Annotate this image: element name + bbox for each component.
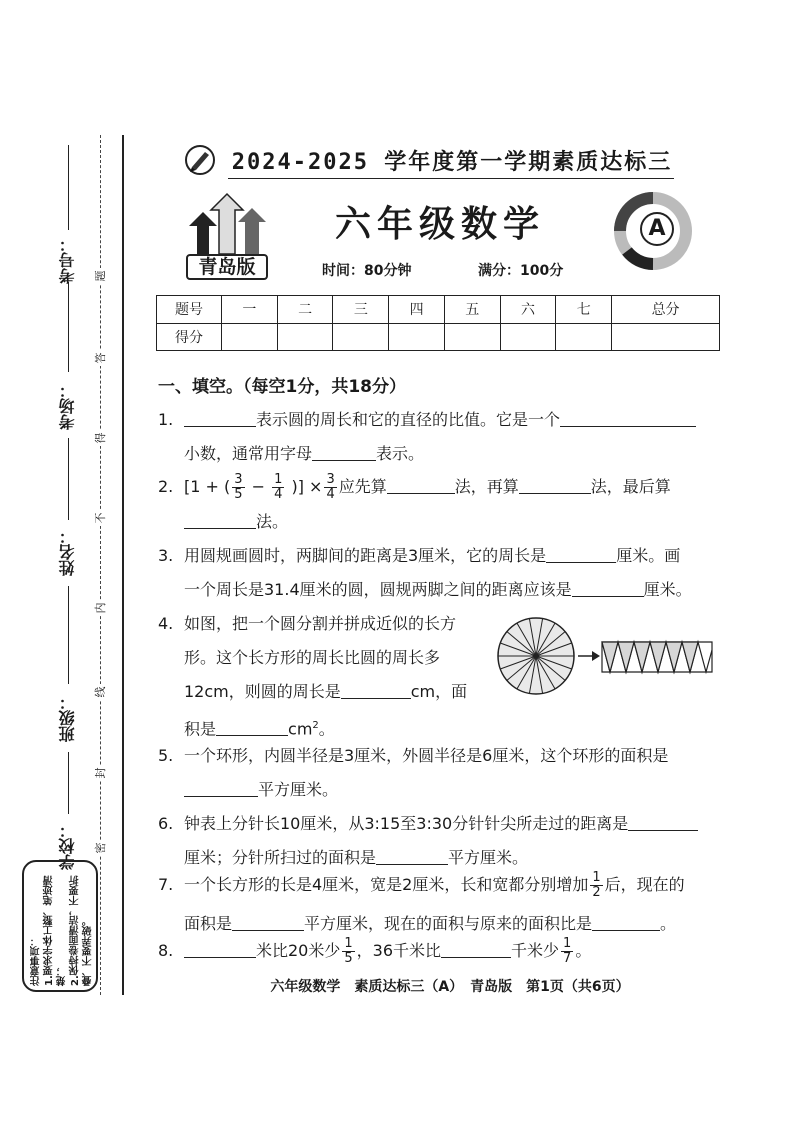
question-text: 。 (660, 914, 677, 933)
question-number: 2. (158, 477, 174, 496)
notice-title: 注意事项： (31, 936, 42, 986)
answer-blank[interactable] (232, 914, 304, 931)
seal-char: 封 (92, 765, 108, 781)
table-cell: 得分 (157, 323, 222, 351)
question-text: 面积是 (184, 914, 233, 933)
fraction-denominator: 5 (234, 487, 243, 502)
fraction-numerator: 1 (563, 936, 572, 951)
header-underline (228, 178, 674, 179)
question-number: 5. (158, 746, 174, 765)
question-text: 平方厘米，现在的面积与原来的面积比是 (304, 914, 593, 933)
seal-dashed-line (100, 135, 101, 995)
approximate-rectangle (602, 642, 712, 672)
answer-blank[interactable] (387, 477, 455, 494)
question-text: ，36千米比 (356, 941, 442, 960)
score-entry-cell[interactable] (222, 323, 278, 351)
seal-char: 线 (92, 684, 108, 700)
question-7-line-2 (184, 914, 676, 934)
field-class-line (68, 586, 69, 684)
answer-blank[interactable] (341, 682, 411, 699)
sector-circle (498, 618, 574, 694)
full-score: 满分：100分 (478, 263, 564, 279)
question-text: 平方厘米。 (448, 848, 529, 867)
question-3-line-2 (184, 580, 692, 600)
field-school-label: 学校： (58, 822, 77, 870)
answer-blank[interactable] (519, 477, 591, 494)
question-text: 。 (575, 941, 592, 960)
score-table-score-row (157, 323, 720, 351)
edition-label: 青岛版 (186, 254, 268, 280)
question-text: 厘米。画 (616, 546, 681, 565)
table-cell: 五 (444, 296, 500, 324)
score-entry-cell[interactable] (500, 323, 556, 351)
question-text: cm，面 (410, 682, 468, 701)
fraction-numerator: 1 (274, 472, 283, 487)
grade-badge: A (640, 212, 674, 246)
question-4-line-4 (184, 716, 335, 739)
table-cell: 二 (277, 296, 333, 324)
answer-blank[interactable] (216, 719, 288, 736)
section-title: 一、填空。（每空1分，共18分） (158, 377, 406, 397)
question-text: 一个周长是31.4厘米的圆，圆规两脚之间的距离应该是 (184, 580, 572, 599)
score-entry-cell[interactable] (333, 323, 389, 351)
seal-char: 内 (92, 600, 108, 616)
question-5 (158, 746, 668, 766)
field-exam-room-label: 考场： (58, 382, 77, 430)
answer-blank[interactable] (560, 410, 696, 427)
question-5-line-2 (184, 780, 338, 800)
question-text: 一个长方形的长是4厘米，宽是2厘米，长和宽都分别增加 (184, 875, 589, 894)
seal-char: 不 (92, 510, 108, 526)
question-text: 一个环形，内圆半径是3厘米，外圆半径是6厘米，这个环形的面积是 (184, 746, 669, 765)
field-exam-number-label: 考号： (58, 236, 77, 284)
fraction-numerator: 1 (344, 936, 353, 951)
question-text: 后，现在的 (604, 875, 685, 894)
question-number: 1. (158, 410, 174, 429)
answer-blank[interactable] (572, 580, 644, 597)
question-text: 表示。 (376, 444, 425, 463)
growth-arrows-icon (183, 192, 273, 256)
score-entry-cell[interactable] (444, 323, 500, 351)
circle-rearrangement-figure (496, 614, 714, 700)
question-text: 厘米。 (643, 580, 692, 599)
question-number: 8. (158, 941, 174, 960)
fraction (272, 473, 284, 502)
question-text: 钟表上分针长10厘米，从3:15至3:30分针针尖所走过的距离是 (184, 814, 629, 833)
question-text: 法。 (256, 512, 289, 531)
fraction-denominator: 2 (592, 885, 601, 900)
seal-char: 题 (92, 268, 108, 284)
answer-blank[interactable] (592, 914, 660, 931)
seal-char: 答 (92, 350, 108, 366)
question-8 (158, 934, 591, 968)
question-text: 千米少 (511, 941, 560, 960)
answer-blank[interactable] (184, 780, 258, 797)
table-cell: 六 (500, 296, 556, 324)
question-text: cm (288, 719, 313, 739)
question-1 (158, 410, 696, 430)
field-exam-room-line (68, 282, 69, 372)
fraction-numerator: 3 (326, 472, 335, 487)
fraction (232, 473, 244, 502)
question-text: 12cm，则圆的周长是 (184, 682, 341, 701)
table-cell: 七 (556, 296, 612, 324)
fraction (561, 937, 573, 966)
question-text: 形。这个长方形的周长比圆的周长多 (184, 648, 441, 667)
question-text: 表示圆的周长和它的直径的比值。它是一个 (256, 410, 561, 429)
answer-blank[interactable] (312, 444, 376, 461)
fraction (590, 871, 602, 900)
table-cell: 四 (389, 296, 445, 324)
pen-badge-icon (183, 143, 217, 177)
notice-line: 1.要求字体工整、笔迹清楚； (44, 875, 68, 986)
question-7 (158, 868, 685, 902)
field-name-line (68, 438, 69, 520)
table-cell: 三 (333, 296, 389, 324)
question-text: 用圆规画圆时，两脚间的距离是3厘米，它的周长是 (184, 546, 547, 565)
question-number: 3. (158, 546, 174, 565)
question-1-line-2 (184, 444, 424, 464)
score-entry-cell[interactable] (389, 323, 445, 351)
field-school-line (68, 752, 69, 814)
question-text: − (246, 477, 271, 496)
question-text: 厘米；分针所扫过的面积是 (184, 848, 377, 867)
table-cell: 题号 (157, 296, 222, 324)
question-text: 米比20米少 (256, 941, 341, 960)
answer-blank[interactable] (184, 410, 256, 427)
question-2-expression (158, 470, 671, 504)
score-entry-cell[interactable] (277, 323, 333, 351)
question-text: 应先算 (338, 477, 387, 496)
fraction-denominator: 5 (344, 951, 353, 966)
page-title: 六年级数学 (334, 204, 545, 245)
notice-box (22, 860, 98, 992)
answer-blank[interactable] (441, 941, 511, 958)
score-table-header-row (157, 296, 720, 324)
answer-blank[interactable] (376, 848, 448, 865)
answer-blank[interactable] (184, 512, 256, 529)
question-text: 2 (312, 720, 319, 731)
question-4-line-2 (184, 648, 440, 668)
arrow-icon (578, 651, 600, 661)
fraction-denominator: 4 (326, 487, 335, 502)
question-number: 6. (158, 814, 174, 833)
fraction-numerator: 1 (592, 870, 601, 885)
question-4-line-3 (184, 682, 467, 702)
question-text: 。 (318, 719, 335, 739)
table-cell: 一 (222, 296, 278, 324)
exam-series-title: 2024-2025 学年度第一学期素质达标三 (231, 150, 673, 175)
answer-blank[interactable] (628, 814, 698, 831)
score-table (156, 295, 720, 351)
field-exam-number-line (68, 145, 69, 230)
question-6 (158, 814, 698, 834)
answer-blank[interactable] (184, 941, 256, 958)
question-3 (158, 546, 680, 566)
question-6-line-2 (184, 848, 528, 868)
fraction-denominator: 4 (274, 487, 283, 502)
fraction (324, 473, 336, 502)
field-name-label: 姓名： (58, 528, 77, 576)
seal-char: 密 (92, 840, 108, 856)
question-text: 法，最后算 (590, 477, 671, 496)
question-text: [1 + ( (184, 477, 231, 496)
notice-line: 2.保持卷面清洁，不要折叠、不要弄破。 (70, 875, 94, 986)
fraction-denominator: 7 (563, 951, 572, 966)
score-entry-cell[interactable] (556, 323, 612, 351)
table-cell: 总分 (612, 296, 720, 324)
time-limit: 时间：80分钟 (322, 263, 412, 279)
question-text: 如图，把一个圆分割并拼成近似的长方 (184, 614, 457, 633)
page-footer: 六年级数学 素质达标三（A） 青岛版 第1页（共6页） (270, 979, 630, 995)
fraction-numerator: 3 (234, 472, 243, 487)
question-text: 小数，通常用字母 (184, 444, 313, 463)
question-text: 平方厘米。 (258, 780, 339, 799)
question-text: )] × (286, 477, 323, 496)
answer-blank[interactable] (546, 546, 616, 563)
question-4 (158, 614, 456, 634)
field-class-label: 班级： (58, 694, 77, 742)
seal-char: 得 (92, 430, 108, 446)
question-number: 4. (158, 614, 174, 633)
question-text: 法，再算 (454, 477, 519, 496)
question-2-line-2 (184, 512, 288, 532)
question-number: 7. (158, 875, 174, 894)
score-entry-cell[interactable] (612, 323, 720, 351)
fraction (342, 937, 354, 966)
question-text: 积是 (184, 719, 217, 739)
binding-line (122, 135, 124, 995)
